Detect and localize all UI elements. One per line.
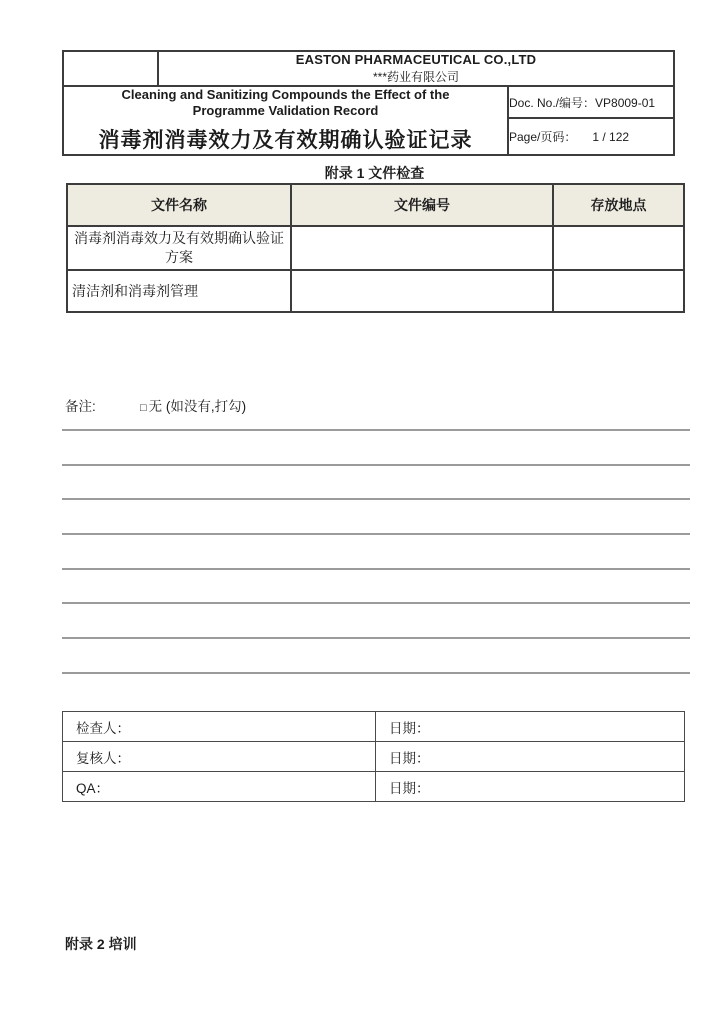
table-row [67,270,684,312]
document-check-table [66,183,685,313]
location-blank-cell [553,270,684,312]
table-row [67,226,684,270]
writing-line [62,568,690,570]
column-header-location: 存放地点 [553,184,684,226]
writing-line [62,533,690,535]
writing-line [62,464,690,466]
file-number-blank-cell [291,226,553,270]
file-name-cell: 消毒剂消毒效力及有效期确认验证方案 [67,226,291,270]
file-number-blank-cell [291,270,553,312]
date-label: 日期： [376,712,685,742]
column-header-file-name: 文件名称 [67,184,291,226]
doc-title-en-line2: Programme Validation Record [192,103,379,118]
document-title-cell [63,86,508,155]
logo-cell [63,51,158,86]
writing-line [62,602,690,604]
document-header-table [62,50,675,156]
appendix1-title: 附录 1 文件检查 [324,165,425,181]
company-name-cn: ***药业有限公司 [372,70,459,84]
location-blank-cell [553,226,684,270]
doc-title-en-line1: Cleaning and Sanitizing Compounds the Effect of the [121,87,450,102]
qa-row [63,772,685,802]
column-header-file-number: 文件编号 [291,184,553,226]
file-name-cell: 清洁剂和消毒剂管理 [67,270,291,312]
remark-label: 备注: [65,399,96,414]
writing-line [62,429,690,431]
signoff-table [62,711,685,802]
company-cell [158,51,674,86]
writing-line [62,637,690,639]
doc-number: Doc. No./编号：VP8009-01 [508,86,674,118]
qa-label: QA： [63,772,376,802]
page-number-value: 1 / 122 [592,130,630,144]
remark-text: 无 (如没有,打勾) [148,399,247,414]
appendix2-title: 附录 2 培训 [65,936,137,952]
doc-title-cn: 消毒剂消毒效力及有效期确认验证记录 [98,129,473,152]
remark-row [65,395,246,415]
writing-line [62,672,690,674]
inspector-row [63,712,685,742]
checkbox-icon: □ [140,402,147,414]
reviewer-label: 复核人： [63,742,376,772]
date-label: 日期： [376,772,685,802]
table-header-row [67,184,684,226]
page-number-cell [508,118,674,155]
company-name-en: EASTON PHARMACEUTICAL CO.,LTD [295,52,537,67]
date-label: 日期： [376,742,685,772]
reviewer-row [63,742,685,772]
page-number-label: Page/页码： [509,130,577,144]
writing-line [62,498,690,500]
inspector-label: 检查人： [63,712,376,742]
